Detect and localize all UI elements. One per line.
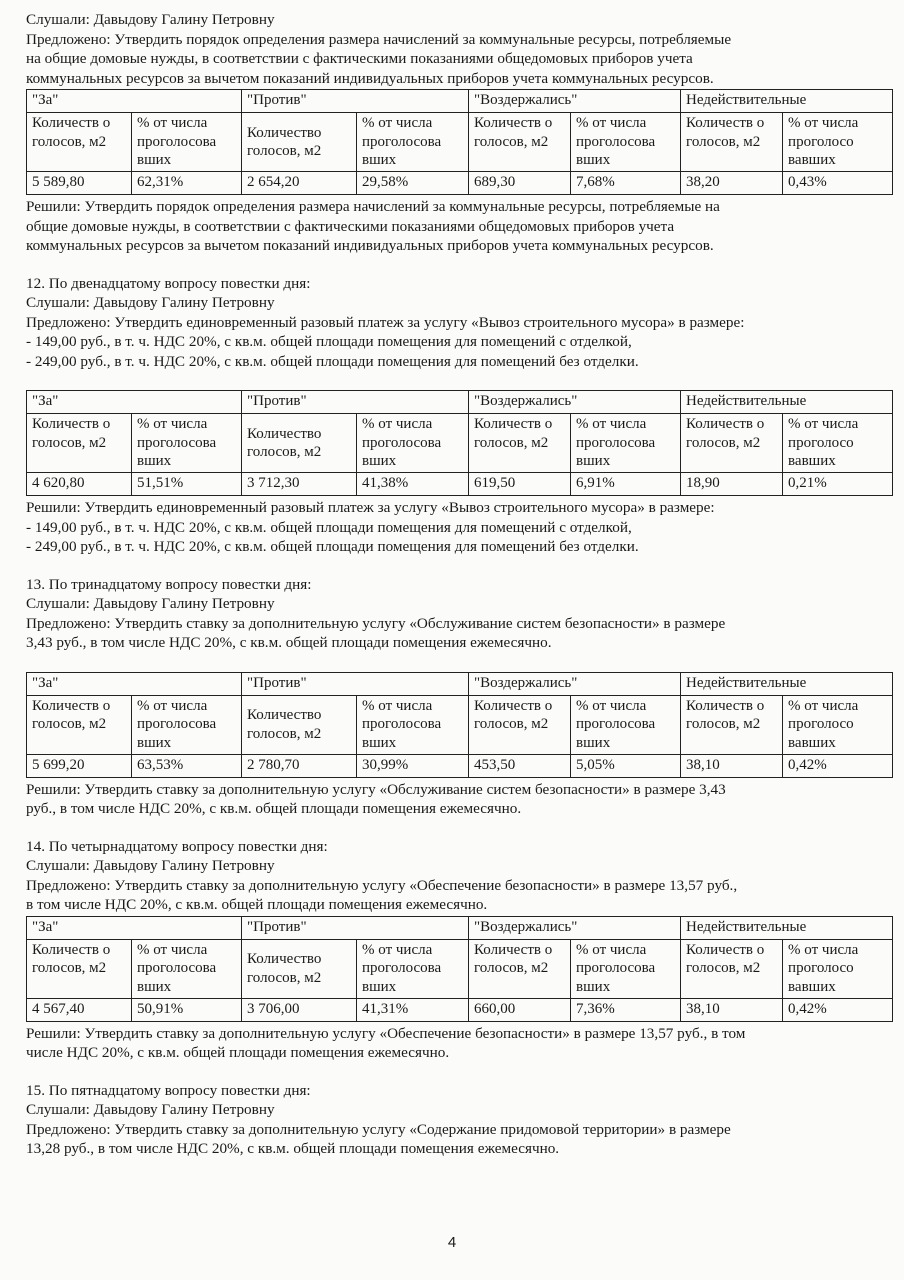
votes-row — [27, 172, 893, 195]
vote-value: 29,58% — [357, 172, 469, 195]
subheader-count: Количеств о голосов, м2 — [681, 113, 783, 172]
section-previous-question — [26, 10, 892, 256]
subheader-percent: % от числа проголосо вавших — [783, 113, 893, 172]
subheader-count: Количество голосов, м2 — [242, 414, 357, 473]
header-za: "За" — [27, 916, 242, 939]
subheader-count: Количеств о голосов, м2 — [681, 414, 783, 473]
subheader-percent: % от числа проголосова вших — [357, 414, 469, 473]
vote-value: 3 706,00 — [242, 998, 357, 1021]
section-question-15 — [26, 1081, 892, 1159]
subheader-percent: % от числа проголосо вавших — [783, 695, 893, 754]
proposed-line: на общие домовые нужды, в соответствии с фактическими показаниями общедомовых приборов учета — [26, 50, 693, 67]
decided-line: общие домовые нужды, в соответствии с фактическими показаниями общедомовых приборов учета — [26, 217, 675, 235]
vote-value: 2 780,70 — [242, 754, 357, 777]
vote-value: 7,68% — [571, 172, 681, 195]
section-question-13 — [26, 575, 892, 819]
decided-line: Решили: Утвердить порядок определения размера начислений за коммунальные ресурсы, потребляемые на — [26, 198, 720, 215]
proposed-line: - 149,00 руб., в т. ч. НДС 20%, с кв.м. общей площади помещения для помещений с отделкой, — [26, 333, 632, 350]
subheader-count: Количеств о голосов, м2 — [469, 695, 571, 754]
vote-value: 689,30 — [469, 172, 571, 195]
subheader-percent: % от числа проголосова вших — [571, 939, 681, 998]
decided-line: Решили: Утвердить ставку за дополнительную услугу «Обслуживание систем безопасности» в размере 3,43 — [26, 780, 726, 798]
vote-value: 0,43% — [783, 172, 893, 195]
votes-row — [27, 754, 893, 777]
header-nedeist: Недействительные — [681, 916, 893, 939]
proposed-line: - 249,00 руб., в т. ч. НДС 20%, с кв.м. общей площади помещения для помещений без отделки. — [26, 352, 639, 370]
subheader-percent: % от числа проголосова вших — [132, 939, 242, 998]
vote-value: 51,51% — [132, 473, 242, 496]
decided-line: числе НДС 20%, с кв.м. общей площади помещения ежемесячно. — [26, 1044, 450, 1061]
heard-line: Слушали: Давыдову Галину Петровну — [26, 11, 275, 28]
subheader-percent: % от числа проголосова вших — [132, 695, 242, 754]
proposed-line: Предложено: Утвердить единовременный разовый платеж за услугу «Вывоз строительного мусора» в размере: — [26, 313, 745, 331]
subheader-percent: % от числа проголосова вших — [571, 695, 681, 754]
vote-value: 0,21% — [783, 473, 893, 496]
header-za: "За" — [27, 90, 242, 113]
heard-line: Слушали: Давыдову Галину Петровну — [26, 294, 275, 311]
header-vozd: "Воздержались" — [469, 391, 681, 414]
vote-value: 4 567,40 — [27, 998, 132, 1021]
header-protiv: "Против" — [242, 916, 469, 939]
vote-value: 619,50 — [469, 473, 571, 496]
votes-table — [26, 89, 893, 195]
section-question-14 — [26, 837, 892, 1063]
question-title: 12. По двенадцатому вопросу повестки дня: — [26, 274, 311, 292]
header-za: "За" — [27, 391, 242, 414]
proposed-line: 13,28 руб., в том числе НДС 20%, с кв.м. общей площади помещения ежемесячно. — [26, 1140, 560, 1157]
section-question-12 — [26, 274, 892, 557]
subheader-percent: % от числа проголосова вших — [571, 113, 681, 172]
vote-value: 3 712,30 — [242, 473, 357, 496]
header-vozd: "Воздержались" — [469, 916, 681, 939]
subheader-percent: % от числа проголосо вавших — [783, 939, 893, 998]
subheader-count: Количеств о голосов, м2 — [27, 939, 132, 998]
heard-line: Слушали: Давыдову Галину Петровну — [26, 857, 275, 874]
vote-value: 0,42% — [783, 998, 893, 1021]
vote-value: 38,20 — [681, 172, 783, 195]
subheader-count: Количеств о голосов, м2 — [681, 695, 783, 754]
subheader-percent: % от числа проголосова вших — [571, 414, 681, 473]
subheader-count: Количество голосов, м2 — [242, 695, 357, 754]
subheader-count: Количеств о голосов, м2 — [27, 695, 132, 754]
vote-value: 7,36% — [571, 998, 681, 1021]
vote-value: 660,00 — [469, 998, 571, 1021]
votes-table — [26, 390, 893, 496]
vote-value: 63,53% — [132, 754, 242, 777]
proposed-line: в том числе НДС 20%, с кв.м. общей площади помещения ежемесячно. — [26, 896, 488, 913]
vote-value: 4 620,80 — [27, 473, 132, 496]
question-title: 15. По пятнадцатому вопросу повестки дня: — [26, 1081, 311, 1099]
vote-value: 453,50 — [469, 754, 571, 777]
header-vozd: "Воздержались" — [469, 90, 681, 113]
subheader-percent: % от числа проголосова вших — [132, 113, 242, 172]
vote-value: 5,05% — [571, 754, 681, 777]
vote-value: 41,38% — [357, 473, 469, 496]
subheader-count: Количеств о голосов, м2 — [681, 939, 783, 998]
subheader-percent: % от числа проголосова вших — [357, 113, 469, 172]
header-protiv: "Против" — [242, 391, 469, 414]
votes-row — [27, 473, 893, 496]
subheader-count: Количество голосов, м2 — [242, 113, 357, 172]
vote-value: 0,42% — [783, 754, 893, 777]
subheader-count: Количеств о голосов, м2 — [469, 113, 571, 172]
header-nedeist: Недействительные — [681, 391, 893, 414]
header-nedeist: Недействительные — [681, 90, 893, 113]
question-title: 14. По четырнадцатому вопросу повестки дня: — [26, 837, 328, 855]
heard-line: Слушали: Давыдову Галину Петровну — [26, 595, 275, 612]
subheader-count: Количество голосов, м2 — [242, 939, 357, 998]
proposed-line: Предложено: Утвердить ставку за дополнительную услугу «Содержание придомовой территории» в размере — [26, 1120, 731, 1138]
subheader-percent: % от числа проголосо вавших — [783, 414, 893, 473]
decided-line: руб., в том числе НДС 20%, с кв.м. общей площади помещения ежемесячно. — [26, 800, 522, 817]
subheader-count: Количеств о голосов, м2 — [27, 414, 132, 473]
header-za: "За" — [27, 672, 242, 695]
proposed-line: 3,43 руб., в том числе НДС 20%, с кв.м. общей площади помещения ежемесячно. — [26, 634, 552, 651]
vote-value: 5 589,80 — [27, 172, 132, 195]
vote-value: 41,31% — [357, 998, 469, 1021]
proposed-line: Предложено: Утвердить порядок определения размера начислений за коммунальные ресурсы, потребляемые — [26, 30, 732, 48]
vote-value: 5 699,20 — [27, 754, 132, 777]
decided-line: Решили: Утвердить ставку за дополнительную услугу «Обеспечение безопасности» в размере 13,57 руб., в том — [26, 1024, 746, 1042]
header-protiv: "Против" — [242, 90, 469, 113]
decided-line: коммунальных ресурсов за вычетом показаний индивидуальных приборов учета коммунальных ресурсов. — [26, 237, 714, 254]
decided-line: Решили: Утвердить единовременный разовый платеж за услугу «Вывоз строительного мусора» в размере: — [26, 499, 715, 516]
document-page — [26, 10, 892, 1159]
proposed-line: коммунальных ресурсов за вычетом показаний индивидуальных приборов учета коммунальных ресурсов. — [26, 69, 714, 87]
header-nedeist: Недействительные — [681, 672, 893, 695]
subheader-percent: % от числа проголосова вших — [357, 939, 469, 998]
vote-value: 62,31% — [132, 172, 242, 195]
subheader-percent: % от числа проголосова вших — [132, 414, 242, 473]
header-vozd: "Воздержались" — [469, 672, 681, 695]
vote-value: 38,10 — [681, 998, 783, 1021]
page-number: 4 — [447, 1234, 457, 1251]
proposed-line: Предложено: Утвердить ставку за дополнительную услугу «Обеспечение безопасности» в размере 13,57 руб., — [26, 876, 738, 894]
subheader-count: Количеств о голосов, м2 — [469, 414, 571, 473]
decided-line: - 149,00 руб., в т. ч. НДС 20%, с кв.м. общей площади помещения для помещений с отделкой, — [26, 518, 632, 536]
subheader-count: Количеств о голосов, м2 — [27, 113, 132, 172]
question-title: 13. По тринадцатому вопросу повестки дня: — [26, 575, 312, 593]
heard-line: Слушали: Давыдову Галину Петровну — [26, 1101, 275, 1118]
vote-value: 6,91% — [571, 473, 681, 496]
votes-table — [26, 916, 893, 1022]
votes-table — [26, 672, 893, 778]
header-protiv: "Против" — [242, 672, 469, 695]
vote-value: 38,10 — [681, 754, 783, 777]
vote-value: 18,90 — [681, 473, 783, 496]
vote-value: 2 654,20 — [242, 172, 357, 195]
vote-value: 30,99% — [357, 754, 469, 777]
subheader-percent: % от числа проголосова вших — [357, 695, 469, 754]
vote-value: 50,91% — [132, 998, 242, 1021]
decided-line: - 249,00 руб., в т. ч. НДС 20%, с кв.м. общей площади помещения для помещений без отделки. — [26, 538, 639, 555]
proposed-line: Предложено: Утвердить ставку за дополнительную услугу «Обслуживание систем безопасности» в размере — [26, 614, 726, 632]
votes-row — [27, 998, 893, 1021]
subheader-count: Количеств о голосов, м2 — [469, 939, 571, 998]
